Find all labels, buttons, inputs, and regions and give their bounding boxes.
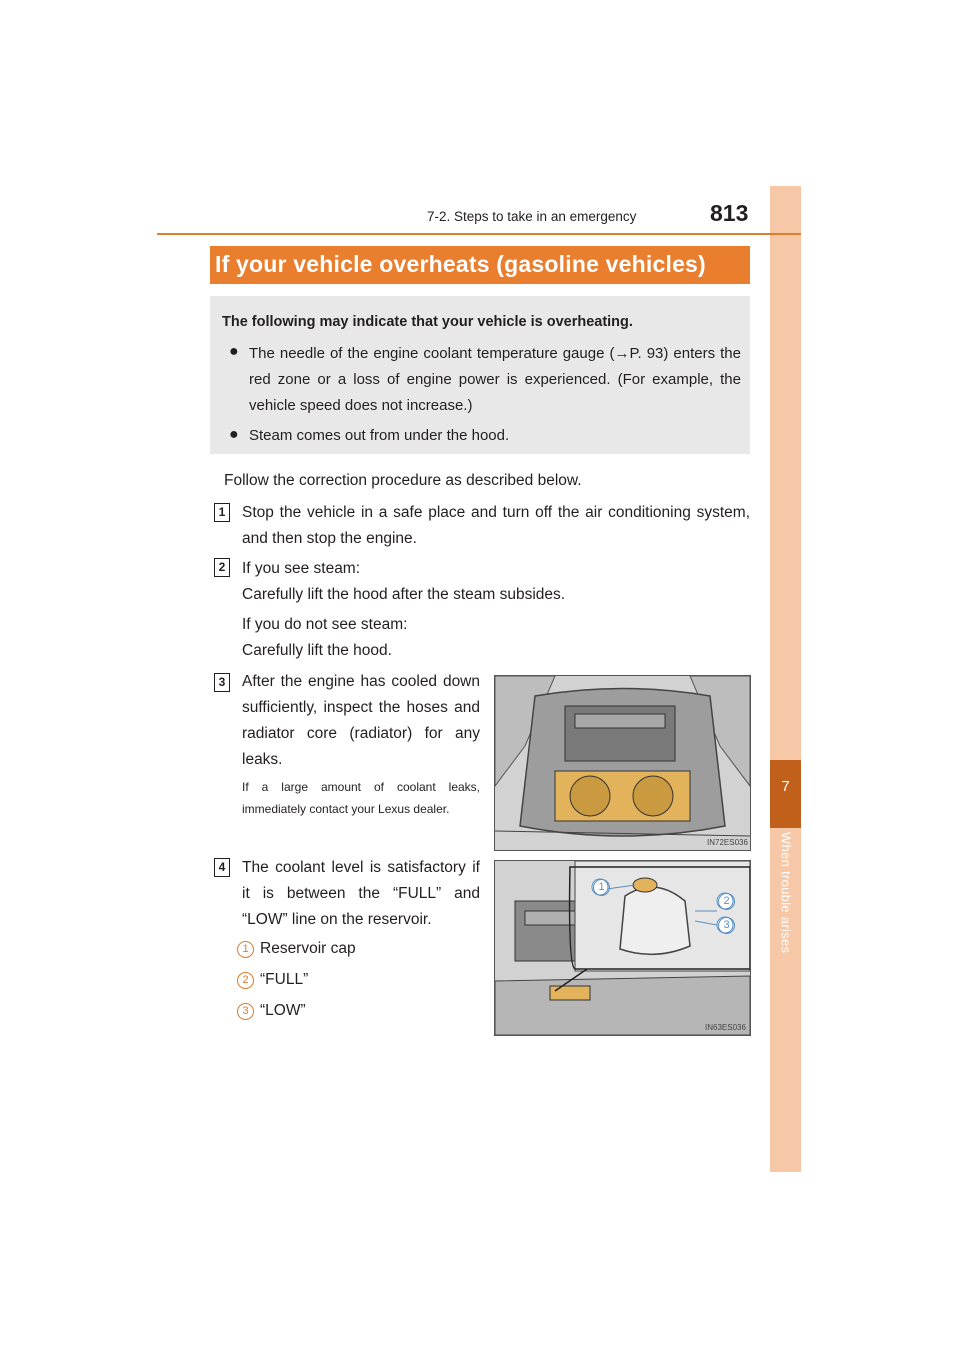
side-tab-strip xyxy=(770,186,801,1172)
bullet-icon: ● xyxy=(229,426,239,443)
figure-callout-3: 3 xyxy=(718,917,735,934)
intro-text: Follow the correction procedure as described below. xyxy=(224,472,582,489)
step-1-text: Stop the vehicle in a safe place and turn off the air conditioning system, and then stop the engine. xyxy=(242,504,750,547)
step-2-line-3: If you do not see steam: xyxy=(242,616,408,633)
chapter-name: When trouble arises xyxy=(778,832,794,954)
info-bullet-2: Steam comes out from under the hood. xyxy=(249,427,510,444)
reservoir-illustration xyxy=(495,861,750,1035)
figure-callout-2: 2 xyxy=(718,893,735,910)
step-4-text: The coolant level is satisfactory if it is between the “FULL” and “LOW” line on the reservoir. xyxy=(242,859,480,928)
step-2-line-4: Carefully lift the hood. xyxy=(242,642,392,659)
step-number-box: 4 xyxy=(214,858,230,877)
info-heading: The following may indicate that your vehicle is overheating. xyxy=(222,314,633,330)
figure-callout-1: 1 xyxy=(593,879,610,896)
figure-label: IN63ES036 xyxy=(705,1023,746,1032)
info-bullet-1: The needle of the engine coolant temperature gauge (→P. 93) enters the red zone or a loss of engine power is experienced. (For example, the vehicle speed does not increase.) xyxy=(249,345,741,414)
legend-number: 2 xyxy=(237,972,254,989)
engine-bay-illustration xyxy=(495,676,750,850)
legend-low: “LOW” xyxy=(260,1002,306,1019)
step-number-box: 3 xyxy=(214,673,230,692)
step-3-note: If a large amount of coolant leaks, immediately contact your Lexus dealer. xyxy=(242,780,480,816)
bullet-icon: ● xyxy=(229,343,239,360)
chapter-number: 7 xyxy=(781,778,790,795)
legend-full: “FULL” xyxy=(260,971,309,988)
page-title: If your vehicle overheats (gasoline vehicles) xyxy=(215,251,706,277)
header-rule xyxy=(157,233,801,235)
step-number-box: 1 xyxy=(214,503,230,522)
engine-bay-figure xyxy=(494,675,751,851)
reservoir-figure xyxy=(494,860,751,1036)
page-number: 813 xyxy=(710,200,749,226)
legend-reservoir-cap: Reservoir cap xyxy=(260,940,356,957)
step-number-box: 2 xyxy=(214,558,230,577)
legend-number: 3 xyxy=(237,1003,254,1020)
figure-label: IN72ES036 xyxy=(707,838,748,847)
step-2-line-2: Carefully lift the hood after the steam subsides. xyxy=(242,586,566,603)
step-2-line-1: If you see steam: xyxy=(242,560,361,577)
legend-number: 1 xyxy=(237,941,254,958)
step-3-text: After the engine has cooled down sufficiently, inspect the hoses and radiator core (radiator) for any leaks. xyxy=(242,673,480,768)
section-reference: 7-2. Steps to take in an emergency xyxy=(427,209,637,224)
